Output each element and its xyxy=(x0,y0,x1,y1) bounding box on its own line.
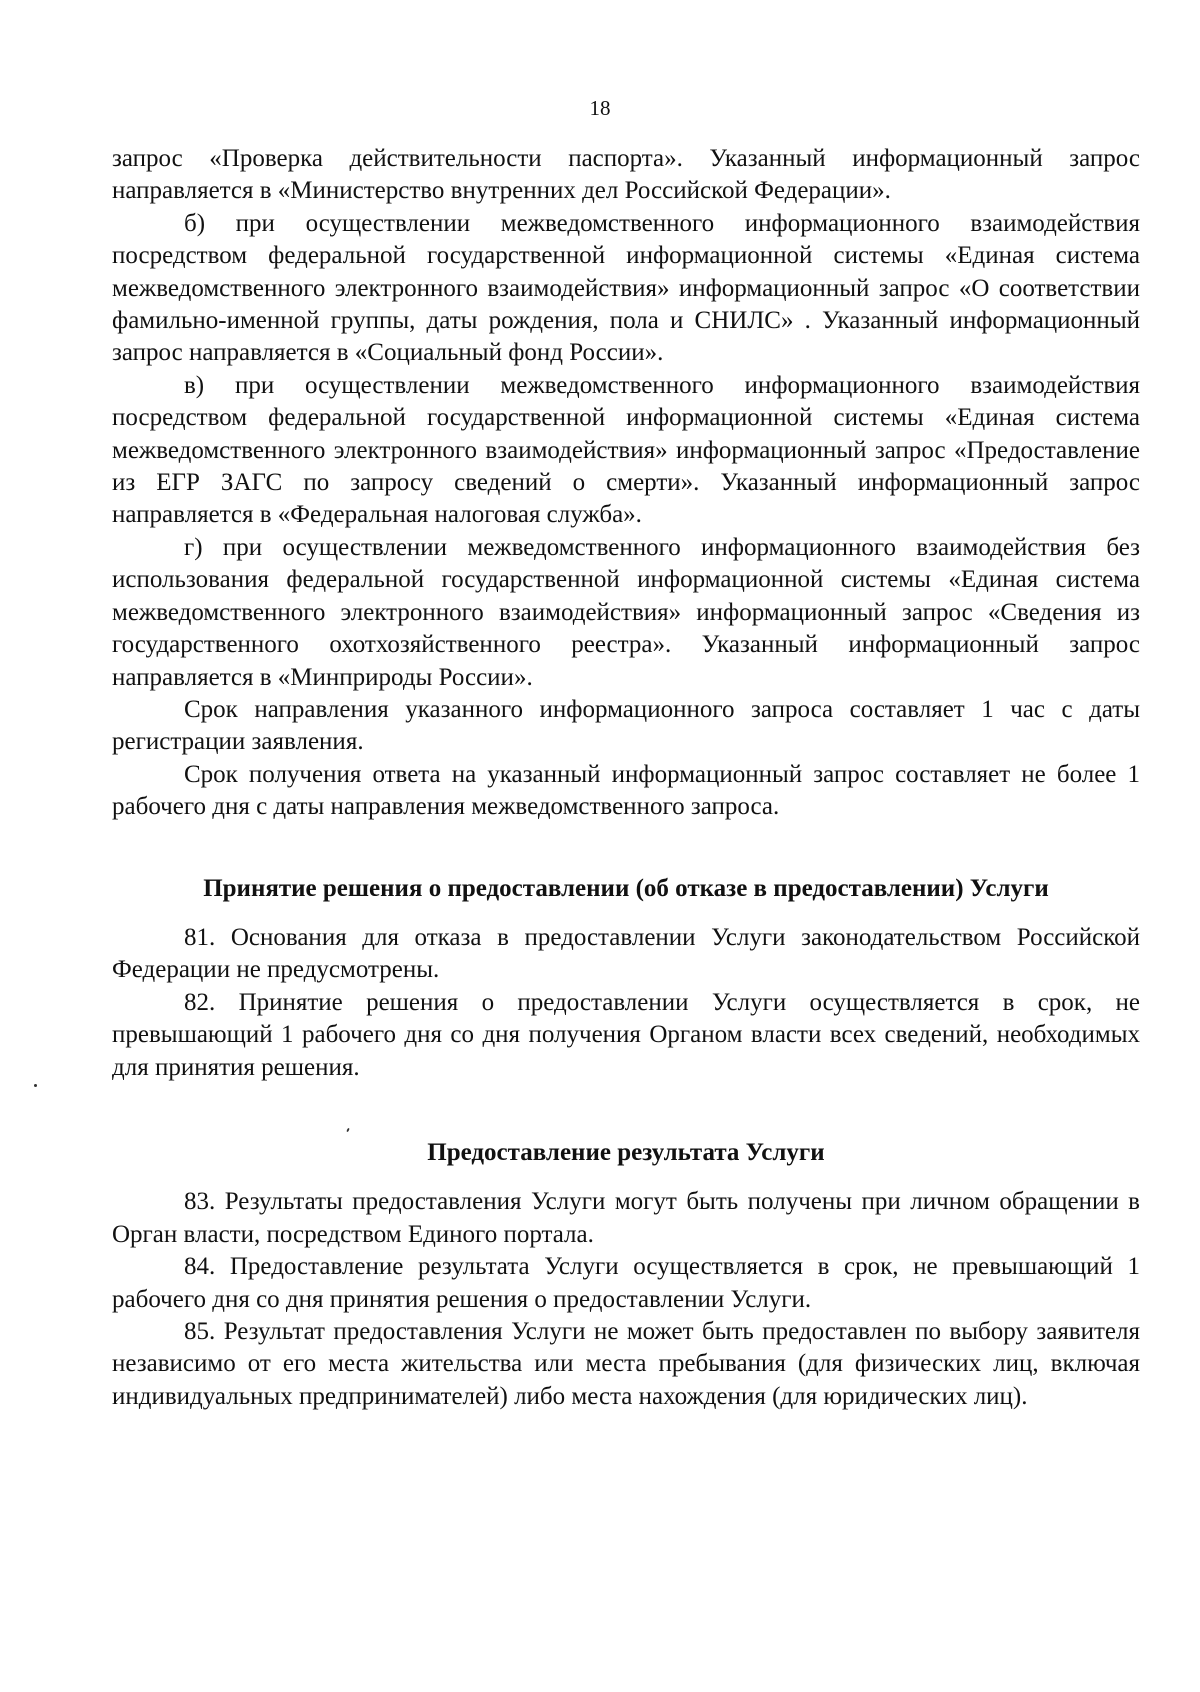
paragraph-request-term: Срок направления указанного информационного запроса составляет 1 час с даты регистрации заявления. xyxy=(112,695,1140,756)
paragraph-82: 82. Принятие решения о предоставлении Услуги осуществляется в срок, не превышающий 1 рабочего дня со дня получения Органом власти всех сведений, необходимых для принятия решения. xyxy=(112,988,1140,1081)
scan-speck xyxy=(34,1084,37,1087)
paragraph-item-b: б) при осуществлении межведомственного информационного взаимодействия посредством федеральной государственной информационной системы «Единая система межведомственного электронного взаимодействия» информационный запрос «О соответствии фамильно-именной группы, даты рождения, пола и СНИЛС» . Указанный информационный запрос направляется в «Социальный фонд России». xyxy=(112,209,1140,367)
page-number: 18 xyxy=(589,96,611,120)
paragraph-84: 84. Предоставление результата Услуги осуществляется в срок, не превышающий 1 рабочего дня со дня принятия решения о предоставлении Услуги. xyxy=(112,1253,1140,1313)
paragraph-response-term: Срок получения ответа на указанный информационный запрос составляет не более 1 рабочего дня с даты направления межведомственного запроса. xyxy=(112,760,1140,821)
paragraph-continuation: запрос «Проверка действительности паспорта». Указанный информационный запрос направляется в «Министерство внутренних дел Российской Федерации». xyxy=(112,145,1140,205)
paragraph-85: 85. Результат предоставления Услуги не может быть предоставлен по выбору заявителя независимо от его места жительства или места пребывания (для физических лиц, включая индивидуальных предпринимателей) либо места нахождения (для юридических лиц). xyxy=(112,1318,1140,1410)
paragraph-83: 83. Результаты предоставления Услуги могут быть получены при личном обращении в Орган власти, посредством Единого портала. xyxy=(112,1188,1140,1248)
paragraph-item-g: г) при осуществлении межведомственного информационного взаимодействия без использования федеральной государственной информационной системы «Единая система межведомственного электронного взаимодействия» информационный запрос «Сведения из государственного охотхозяйственного реестра». Указанный информационный запрос направляется в «Минприроды России». xyxy=(112,533,1140,691)
document-body xyxy=(112,143,1140,1413)
section-heading-decision: Принятие решения о предоставлении (об отказе в предоставлении) Услуги xyxy=(203,874,1049,902)
paragraph-item-v: в) при осуществлении межведомственного информационного взаимодействия посредством федеральной государственной информационной системы «Единая система межведомственного электронного взаимодействия» информационный запрос «Предоставление из ЕГР ЗАГС по запросу сведений о смерти». Указанный информационный запрос направляется в «Федеральная налоговая служба». xyxy=(112,371,1140,529)
section-heading-result: Предоставление результата Услуги xyxy=(427,1138,825,1166)
paragraph-81: 81. Основания для отказа в предоставлении Услуги законодательством Российской Федерации не предусмотрены. xyxy=(112,923,1140,984)
